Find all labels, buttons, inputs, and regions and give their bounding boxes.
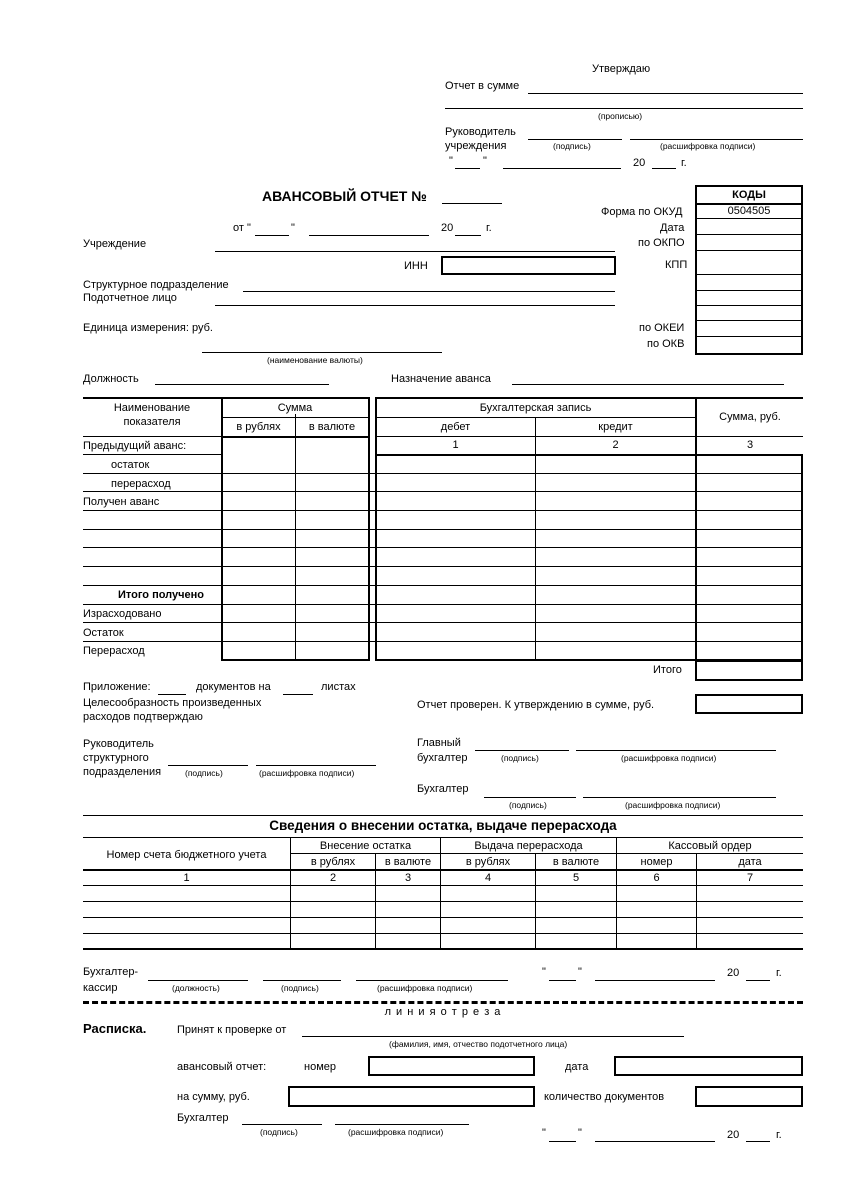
cut-line-label: л и н и я о т р е з а — [384, 1006, 502, 1018]
receipt-amount-field[interactable] — [288, 1086, 535, 1107]
kpp-label: КПП — [665, 259, 688, 271]
row-line — [83, 585, 803, 586]
info-col-line — [616, 837, 617, 949]
row-line — [83, 454, 221, 455]
codes-row-line — [696, 234, 802, 235]
info-num: 3 — [404, 872, 412, 884]
currency-caption: (наименование валюты) — [267, 355, 363, 365]
row-prev-advance: Предыдущий аванс: — [83, 440, 187, 452]
date-code-label: Дата — [660, 222, 685, 234]
receipt-year-suffix: г. — [776, 1129, 782, 1141]
receipt-month-line[interactable] — [595, 1141, 715, 1142]
inn-field[interactable] — [441, 256, 616, 275]
info-row-line — [83, 933, 803, 934]
col-name-header: Наименование — [113, 402, 191, 414]
info-col-line — [440, 837, 441, 949]
receipt-report-label: авансовый отчет: — [177, 1061, 267, 1073]
col-cur-header: в валюте — [308, 421, 356, 433]
info-num: 4 — [484, 872, 492, 884]
expediency-label-2: расходов подтверждаю — [83, 711, 203, 723]
report-sum-line-2[interactable] — [445, 108, 803, 109]
structural-label: Структурное подразделение — [83, 279, 229, 291]
info-col-account: Номер счета бюджетного учета — [106, 849, 267, 861]
accountant-signature-caption: (подпись) — [509, 800, 547, 810]
approve-year-line[interactable] — [652, 168, 676, 169]
cashier-year-line[interactable] — [746, 980, 770, 981]
purpose-line[interactable] — [512, 384, 784, 385]
row-line — [83, 491, 803, 492]
cashier-quote-close: " — [578, 966, 582, 978]
chief-accountant-label: Главный — [417, 737, 461, 749]
info-num: 2 — [329, 872, 337, 884]
sheets-label: листах — [321, 681, 356, 693]
report-sum-label: Отчет в сумме — [445, 80, 520, 92]
docs-label: документов на — [196, 681, 271, 693]
unit-label: Единица измерения: руб. — [83, 322, 213, 334]
col-acc-header: Бухгалтерская запись — [479, 402, 592, 414]
receipt-decoding-caption: (расшифровка подписи) — [348, 1127, 444, 1137]
info-col-date: дата — [738, 856, 762, 868]
chief-decoding-caption: (расшифровка подписи) — [621, 753, 717, 763]
row-over: Перерасход — [83, 645, 145, 657]
head-signature-line[interactable] — [528, 139, 622, 140]
col-sum-rub-header: Сумма, руб. — [719, 411, 781, 423]
receipt-number-field[interactable] — [368, 1056, 535, 1076]
cashier-position-caption: (должность) — [172, 983, 220, 993]
receipt-quote-close: " — [578, 1127, 582, 1139]
sub-head-decoding-line[interactable] — [256, 765, 376, 766]
sheets-count-line[interactable] — [283, 694, 313, 695]
codes-title: КОДЫ — [732, 189, 766, 201]
approve-year-prefix: 20 — [633, 157, 646, 169]
row-line — [83, 604, 803, 605]
accountable-label: Подотчетное лицо — [83, 292, 177, 304]
sub-head-label-3: подразделения — [83, 766, 162, 778]
sum-body — [221, 436, 370, 661]
col-debit-header: дебет — [440, 421, 471, 433]
receipt-signature-caption: (подпись) — [260, 1127, 298, 1137]
page-title: АВАНСОВЫЙ ОТЧЕТ № — [262, 188, 427, 204]
row-total-received: Итого получено — [118, 589, 204, 601]
okud-value: 0504505 — [727, 205, 771, 217]
receipt-fio-caption: (фамилия, имя, отчество подотчетного лица) — [389, 1039, 568, 1049]
chief-decoding-line[interactable] — [576, 750, 776, 751]
col-credit-header: кредит — [598, 421, 633, 433]
report-number-line[interactable] — [442, 203, 502, 204]
date-year-suffix: г. — [486, 222, 492, 234]
okpo-label: по ОКПО — [638, 237, 685, 249]
info-top-rule — [83, 815, 803, 816]
date-year-prefix: 20 — [441, 222, 454, 234]
head-label: Руководитель — [445, 126, 516, 138]
approved-sum-field[interactable] — [695, 694, 803, 714]
cut-line — [83, 1001, 803, 1004]
col-sum-header: Сумма — [277, 402, 313, 414]
sub-head-label-2: структурного — [83, 752, 149, 764]
okv-label: по ОКВ — [647, 338, 685, 350]
position-line[interactable] — [155, 384, 329, 385]
info-col-cur-1: в валюте — [384, 856, 432, 868]
approve-quote-open: " — [449, 155, 453, 167]
date-quote-close: " — [291, 222, 295, 234]
row-line — [376, 454, 803, 455]
info-col-number: номер — [640, 856, 673, 868]
receipt-year-prefix: 20 — [727, 1129, 740, 1141]
docs-count-line[interactable] — [158, 694, 186, 695]
cashier-signature-line[interactable] — [263, 980, 341, 981]
receipt-number-label: номер — [304, 1061, 336, 1073]
table-top-right — [375, 397, 803, 399]
receipt-title: Расписка. — [83, 1021, 147, 1036]
info-col-deposit: Внесение остатка — [319, 840, 412, 852]
codes-row-line — [696, 336, 802, 337]
approve-month-line[interactable] — [503, 168, 621, 169]
row-spent: Израсходовано — [83, 608, 162, 620]
header-sub-line — [222, 417, 368, 418]
accounting-body — [375, 454, 803, 661]
info-header-sub-line — [290, 853, 803, 854]
receipt-day-line[interactable] — [549, 1141, 576, 1142]
row-balance: остаток — [111, 459, 150, 471]
info-col-line — [290, 837, 291, 949]
cashier-year-suffix: г. — [776, 967, 782, 979]
row-remain: Остаток — [83, 627, 124, 639]
header-bottom-line — [376, 436, 803, 437]
receipt-accepted-label: Принят к проверке от — [177, 1024, 287, 1036]
info-num: 6 — [653, 872, 660, 884]
cashier-position-line[interactable] — [148, 980, 248, 981]
codes-row-line — [696, 290, 802, 291]
info-row-line — [83, 885, 803, 886]
head-decoding-line[interactable] — [630, 139, 803, 140]
structural-line[interactable] — [243, 291, 615, 292]
cashier-decoding-caption: (расшифровка подписи) — [377, 983, 473, 993]
report-sum-line[interactable] — [528, 93, 803, 94]
date-day-line[interactable] — [255, 235, 289, 236]
head-decoding-caption: (расшифровка подписи) — [660, 141, 756, 151]
expediency-label: Целесообразность произведенных — [83, 697, 262, 709]
info-col-rub-1: в рублях — [310, 856, 356, 868]
accountant-decoding-caption: (расшифровка подписи) — [625, 800, 721, 810]
date-from-label: от " — [233, 222, 251, 234]
info-col-issue: Выдача перерасхода — [474, 840, 583, 852]
appendix-label: Приложение: — [83, 681, 151, 693]
receipt-fio-line[interactable] — [302, 1036, 684, 1037]
chief-signature-caption: (подпись) — [501, 753, 539, 763]
table-top-left — [83, 397, 369, 399]
purpose-label: Назначение аванса — [391, 373, 491, 385]
approve-day-line[interactable] — [455, 168, 480, 169]
cashier-decoding-line[interactable] — [356, 980, 508, 981]
receipt-doc-count-field[interactable] — [695, 1086, 803, 1107]
head-signature-caption: (подпись) — [553, 141, 591, 151]
receipt-date-label: дата — [565, 1061, 589, 1073]
sub-head-signature-caption: (подпись) — [185, 768, 223, 778]
currency-line[interactable] — [202, 352, 442, 353]
accountable-line[interactable] — [215, 305, 615, 306]
approve-year-suffix: г. — [681, 157, 687, 169]
col-num-2: 2 — [612, 439, 619, 451]
row-line — [83, 566, 803, 567]
col-name-header-2: показателя — [123, 416, 181, 428]
checked-label: Отчет проверен. К утверждению в сумме, руб. — [417, 699, 655, 711]
total-box[interactable] — [695, 660, 803, 681]
inn-label: ИНН — [404, 260, 428, 272]
codes-row-line — [696, 274, 802, 275]
chief-signature-line[interactable] — [475, 750, 569, 751]
row-received: Получен аванс — [83, 496, 160, 508]
info-row-line — [83, 901, 803, 902]
info-header-line — [83, 837, 803, 838]
cashier-month-line[interactable] — [595, 980, 715, 981]
head-label-2: учреждения — [445, 140, 507, 152]
date-month-line[interactable] — [309, 235, 429, 236]
codes-row-line — [696, 320, 802, 321]
info-num: 7 — [746, 872, 754, 884]
info-col-cur-2: в валюте — [552, 856, 600, 868]
cashier-quote-open: " — [542, 966, 546, 978]
sub-head-decoding-caption: (расшифровка подписи) — [259, 768, 355, 778]
receipt-quote-open: " — [542, 1127, 546, 1139]
receipt-signature-line[interactable] — [242, 1124, 322, 1125]
receipt-decoding-line[interactable] — [335, 1124, 469, 1125]
row-line — [83, 547, 803, 548]
cashier-day-line[interactable] — [549, 980, 576, 981]
info-bottom — [83, 948, 803, 950]
info-header-bottom — [83, 869, 803, 871]
receipt-amount-label: на сумму, руб. — [177, 1091, 250, 1103]
okei-label: по ОКЕИ — [639, 322, 685, 334]
accountant-signature-line[interactable] — [484, 797, 576, 798]
okud-label: Форма по ОКУД — [601, 206, 683, 218]
receipt-date-field[interactable] — [614, 1056, 803, 1076]
institution-label: Учреждение — [83, 238, 147, 250]
in-words-caption: (прописью) — [598, 111, 643, 121]
receipt-doc-count-label: количество документов — [544, 1091, 665, 1103]
row-line — [83, 622, 803, 623]
info-title: Сведения о внесении остатка, выдаче перерасхода — [269, 818, 617, 833]
header-sub-line — [376, 417, 695, 418]
receipt-year-line[interactable] — [746, 1141, 770, 1142]
cashier-label: Бухгалтер- — [83, 966, 139, 978]
position-label: Должность — [83, 373, 139, 385]
col-num-1: 1 — [452, 439, 459, 451]
info-col-rub-2: в рублях — [465, 856, 511, 868]
cashier-signature-caption: (подпись) — [281, 983, 319, 993]
approve-quote-close: " — [483, 155, 487, 167]
codes-row-line — [696, 250, 802, 251]
cashier-label-2: кассир — [83, 982, 118, 994]
chief-accountant-label-2: бухгалтер — [417, 752, 468, 764]
row-line — [83, 510, 803, 511]
accountant-label: Бухгалтер — [417, 783, 469, 795]
total-label: Итого — [653, 664, 682, 676]
receipt-accountant-label: Бухгалтер — [177, 1112, 229, 1124]
row-line — [83, 641, 803, 642]
col-num-3: 3 — [746, 439, 754, 451]
row-line — [83, 473, 803, 474]
approve-title: Утверждаю — [592, 63, 651, 75]
accountant-decoding-line[interactable] — [583, 797, 776, 798]
codes-row-line — [696, 218, 802, 219]
info-col-order: Кассовый ордер — [668, 840, 752, 852]
sub-head-label: Руководитель — [83, 738, 154, 750]
info-num: 1 — [183, 872, 190, 884]
date-year-line[interactable] — [455, 235, 481, 236]
sub-head-signature-line[interactable] — [168, 765, 248, 766]
col-rub-header: в рублях — [236, 421, 281, 433]
codes-row-line — [696, 305, 802, 306]
row-line — [83, 529, 803, 530]
info-num: 5 — [572, 872, 580, 884]
row-overspend: перерасход — [111, 478, 171, 490]
info-row-line — [83, 917, 803, 918]
institution-line[interactable] — [215, 251, 615, 252]
cashier-year-prefix: 20 — [727, 967, 740, 979]
